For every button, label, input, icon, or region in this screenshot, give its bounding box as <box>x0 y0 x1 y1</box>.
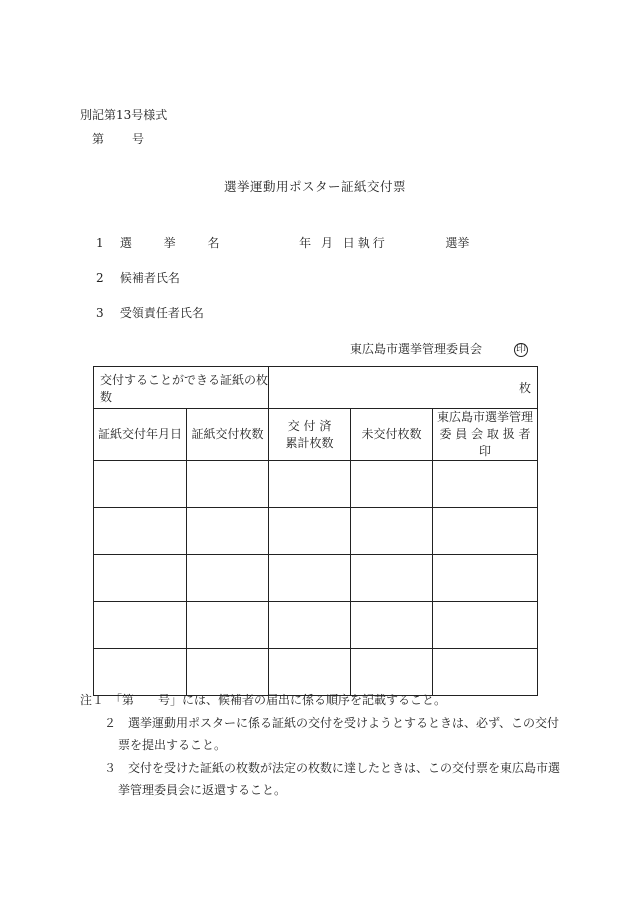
table-cell[interactable] <box>94 555 187 602</box>
table-cell[interactable] <box>269 508 351 555</box>
table-cell[interactable] <box>269 461 351 508</box>
header-handler-line1: 東広島市選挙管理 <box>437 410 534 424</box>
stamp-ledger-table <box>93 366 538 696</box>
election-date: 年 月 日執行 <box>299 236 388 250</box>
table-cell[interactable] <box>433 461 538 508</box>
table-cell[interactable] <box>351 461 433 508</box>
item-number: 2 <box>96 271 104 285</box>
table-row <box>94 602 538 649</box>
table-cell[interactable] <box>187 602 269 649</box>
committee-name: 東広島市選挙管理委員会 <box>350 342 483 356</box>
item-recipient-name <box>96 306 204 320</box>
header-issue-count: 証紙交付枚数 <box>187 409 269 461</box>
table-cell[interactable] <box>433 508 538 555</box>
table-cell[interactable] <box>351 555 433 602</box>
header-cumulative-line1: 交 付 済 <box>287 418 332 433</box>
note-2: ２ 選挙運動用ポスターに係る証紙の交付を受けようとするときは、必ず、この交付 <box>104 715 560 730</box>
item-label: 候補者氏名 <box>119 271 180 285</box>
table-cell[interactable] <box>269 555 351 602</box>
table-cell[interactable] <box>187 508 269 555</box>
header-handler-seal <box>433 409 538 461</box>
issue-prefix: 第 <box>92 132 105 146</box>
item-candidate-name <box>96 271 180 285</box>
table-summary-row <box>94 367 538 409</box>
committee-signature <box>350 342 528 357</box>
item-label: 選 挙 名 <box>119 236 234 250</box>
issuable-count-label: 交付することができる証紙の枚数 <box>94 367 269 409</box>
item-number: 1 <box>96 236 104 250</box>
table-cell[interactable] <box>94 508 187 555</box>
table-row <box>94 508 538 555</box>
table-cell[interactable] <box>187 555 269 602</box>
table-cell[interactable] <box>351 508 433 555</box>
issue-suffix: 号 <box>132 132 145 146</box>
note-1: 注１ 「第 号」には、候補者の届出に係る順序を記載すること。 <box>80 693 447 707</box>
table-cell[interactable] <box>433 555 538 602</box>
document-title: 選挙運動用ポスター証紙交付票 <box>223 179 406 194</box>
item-label: 受領責任者氏名 <box>119 306 204 320</box>
seal-mark: 印 <box>516 343 527 355</box>
table-row <box>94 555 538 602</box>
table-row <box>94 461 538 508</box>
note-3-continued: 挙管理委員会に返還すること。 <box>118 783 287 797</box>
form-number: 別記第13号様式 <box>80 108 168 122</box>
header-issue-date: 証紙交付年月日 <box>94 409 187 461</box>
issue-number <box>92 132 144 146</box>
table-cell[interactable] <box>351 602 433 649</box>
item-election-name <box>96 236 469 250</box>
table-cell[interactable] <box>94 602 187 649</box>
note-3: ３ 交付を受けた証紙の枚数が法定の枚数に達したときは、この交付票を東広島市選 <box>104 760 561 775</box>
header-cumulative <box>269 409 351 461</box>
issuable-count-unit: 枚 <box>269 367 538 409</box>
table-cell[interactable] <box>94 461 187 508</box>
table-cell[interactable] <box>269 602 351 649</box>
election-suffix: 選挙 <box>445 236 470 250</box>
header-remaining: 未交付枚数 <box>351 409 433 461</box>
header-handler-line2: 委 員 会 取 扱 者 印 <box>439 427 531 458</box>
header-cumulative-line2: 累計枚数 <box>285 435 334 450</box>
table-cell[interactable] <box>187 461 269 508</box>
table-cell[interactable] <box>433 602 538 649</box>
item-number: 3 <box>96 306 104 320</box>
note-2-continued: 票を提出すること。 <box>118 738 227 752</box>
notes-section <box>80 689 560 802</box>
table-header-row <box>94 409 538 461</box>
